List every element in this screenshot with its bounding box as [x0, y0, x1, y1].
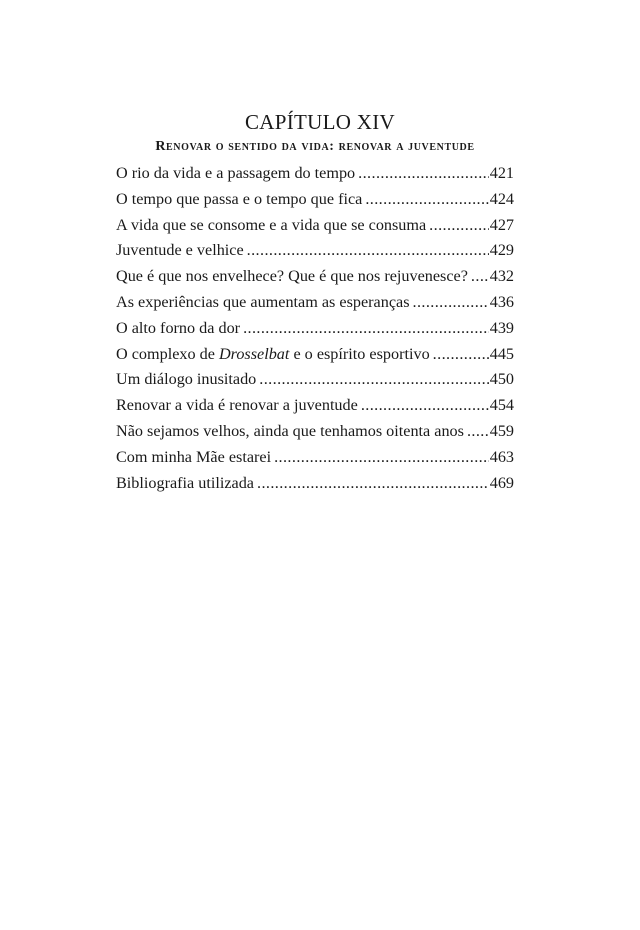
toc-entry-title: O alto forno da dor: [116, 318, 241, 337]
toc-entry-title-italic: Drosselbat: [218, 344, 290, 363]
toc-entry: [116, 290, 514, 316]
toc-leader-dots: [358, 161, 489, 187]
toc-entry-title: Não sejamos velhos, ainda que tenhamos oitenta anos: [116, 421, 464, 440]
toc-entry: [116, 471, 514, 497]
toc-entry: [116, 342, 514, 368]
toc-entry-page: 450: [489, 370, 514, 389]
toc-entry-page: 445: [489, 344, 514, 363]
toc-entry-title: O tempo que passa e o tempo que fica: [116, 189, 363, 208]
toc-entry: [116, 445, 514, 471]
toc-entry-page: 429: [489, 241, 514, 260]
toc-entry-title: Juventude e velhice: [116, 241, 244, 260]
toc-entry-page: 463: [489, 447, 514, 466]
toc-entry: [116, 264, 514, 290]
toc-entry-title: Renovar a vida é renovar a juventude: [116, 396, 358, 415]
toc-entry-title: A vida que se consome e a vida que se consuma: [116, 215, 427, 234]
toc-leader-dots: [467, 419, 489, 445]
toc-leader-dots: [365, 187, 488, 213]
toc-entry-page: 432: [489, 267, 514, 286]
toc-leader-dots: [429, 213, 489, 239]
toc-entry: [116, 238, 514, 264]
toc-leader-dots: [243, 316, 489, 342]
toc-leader-dots: [471, 264, 489, 290]
toc-entry-title: As experiências que aumentam as esperanças: [116, 292, 410, 311]
chapter-title: CAPÍTULO XIV: [244, 110, 395, 134]
toc-leader-dots: [247, 238, 489, 264]
table-of-contents: [116, 161, 514, 496]
chapter-subtitle: Renovar o sentido da vida: renovar a juventude: [155, 139, 475, 154]
toc-entry: [116, 367, 514, 393]
toc-entry: [116, 419, 514, 445]
toc-entry-page: 427: [489, 215, 514, 234]
toc-entry-title: Um diálogo inusitado: [116, 370, 257, 389]
toc-entry-title: Com minha Mãe estarei: [116, 447, 272, 466]
toc-entry: [116, 187, 514, 213]
toc-entry-title: Bibliografia utilizada: [116, 473, 254, 492]
toc-entry-title: Que é que nos envelhece? Que é que nos rejuvenesce?: [116, 267, 468, 286]
toc-entry: [116, 316, 514, 342]
toc-entry-page: 459: [489, 421, 514, 440]
toc-entry: [116, 213, 514, 239]
toc-entry-page: 421: [489, 164, 514, 182]
toc-entry: [116, 161, 514, 187]
toc-leader-dots: [413, 290, 489, 316]
toc-entry-page: 439: [489, 318, 514, 337]
toc-leader-dots: [361, 393, 489, 419]
toc-entry: [116, 393, 514, 419]
toc-leader-dots: [274, 445, 489, 471]
toc-entry-page: 454: [489, 396, 514, 415]
toc-entry-title: O rio da vida e a passagem do tempo: [116, 164, 356, 182]
toc-leader-dots: [433, 342, 489, 368]
toc-leader-dots: [257, 471, 489, 497]
toc-entry-page: 424: [489, 189, 514, 208]
toc-entry-page: 469: [489, 473, 514, 492]
toc-leader-dots: [259, 367, 488, 393]
toc-entry-title: O complexo de Drosselbat e o espírito esportivo: [116, 344, 430, 363]
toc-entry-page: 436: [489, 292, 514, 311]
